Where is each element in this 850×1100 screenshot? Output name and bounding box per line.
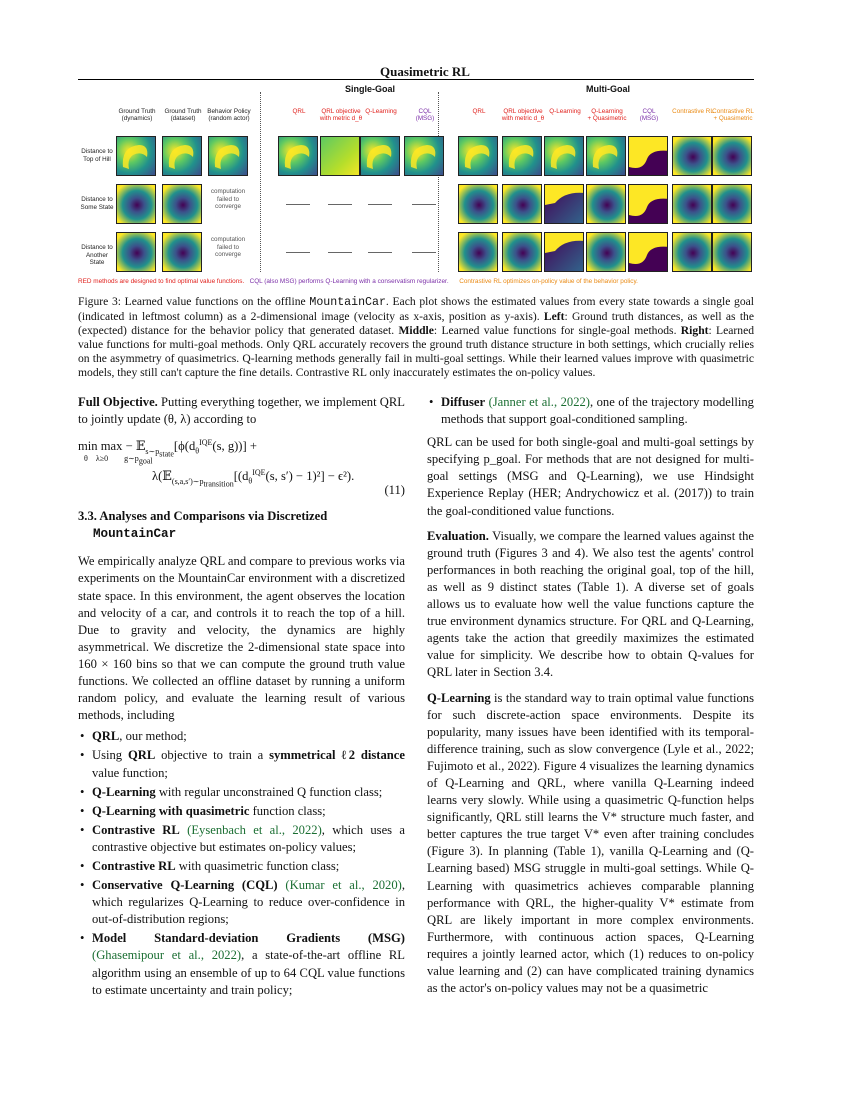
section-heading	[78, 508, 405, 543]
intro-paragraph: We empirically analyze QRL and compare to previous works via experiments on the MountainCar environment with a discretized state space. In this environment, the agent observes the location and velocity of a car, and controls it to reach the top of a hill. Due to gravity and velocity, the dynamics are highly asymmetrical. We discretize the 2-dimensional state space into 160 × 160 bins so that we can compute the ground truth value functions. We collected an offline dataset by running a uniform random policy, and evaluate the learning result of various methods, including	[78, 554, 405, 723]
value-heatmap	[116, 136, 156, 176]
column-header: Contrastive RL	[672, 108, 714, 115]
value-heatmap	[162, 136, 202, 176]
value-heatmap	[502, 136, 542, 176]
figure-3	[78, 84, 754, 292]
empty-dash	[368, 204, 392, 205]
evaluation-paragraph	[427, 528, 754, 682]
citation-link[interactable]: (Eysenbach et al., 2022)	[187, 822, 322, 837]
empty-dash	[328, 204, 352, 205]
q-learning-text: is the standard way to train optimal value functions for such discrete-action space environments. Despite its popularity, many issues have been identified with its temporal-difference training, such as slow convergence (Lyle et al., 2022; Fujimoto et al., 2022). Figure 4 visualizes the learning dynamics of Q-Learning and QRL, where vanilla Q-Learning indeed learns very slowly. While using a quasimetric Q-function helps significantly, QRL still learns the V* structure much faster, and better captures the true target V* even after training concludes (Figure 3). In planning (Table 1), vanilla Q-Learning and (Q-Learning based) MSG struggle in multi-goal settings. While Q-Learning with quasimetrics achieves comparable planning performance with QRL, the higher-quality V* estimate from QRL are likely important in more complex environments. Furthermore, with continuous action spaces, Q-Learning requires a jointly learned actor, which (1) reduces to on-policy value learning and (2) can have complicated training dynamics as the actor's on-policy values may not be a quasimetric	[427, 690, 754, 996]
right-column	[427, 394, 754, 997]
header-rule	[78, 79, 754, 80]
figure-legend	[78, 278, 754, 285]
running-title: Quasimetric RL	[380, 64, 470, 79]
diffuser-label: Diffuser	[441, 395, 486, 409]
caption-right-label: Right	[680, 324, 709, 338]
row-label: Distance to Another State	[81, 244, 113, 267]
fail-note: computation failed to converge	[210, 236, 246, 259]
q-learning-paragraph	[427, 690, 754, 998]
column-header: Q-Learning	[549, 108, 581, 115]
column-header: CQL (MSG)	[415, 108, 435, 123]
row-label: Distance to Top of Hill	[81, 148, 113, 163]
caption-text: : Learned value functions for single-goal methods.	[433, 324, 681, 338]
value-heatmap	[672, 136, 712, 176]
methods-list	[78, 728, 405, 998]
value-heatmap	[116, 184, 156, 224]
value-heatmap	[458, 184, 498, 224]
caption-env: MountainCar	[309, 296, 386, 309]
value-heatmap	[320, 136, 360, 176]
caption-text: : Ground truth distances, as well as the (expected) distance for the behavior policy that generated dataset.	[78, 310, 754, 338]
list-item: • Conservative Q-Learning (CQL) (Kumar et al., 2020), which regularizes Q-Learning to reduce over-confidence in out-of-distribution regions;	[78, 877, 405, 928]
value-heatmap	[712, 184, 752, 224]
separator-left	[260, 92, 261, 272]
citation-link[interactable]: (Kumar et al., 2020)	[285, 878, 402, 893]
value-heatmap	[628, 184, 668, 224]
caption-middle-label: Middle	[398, 324, 434, 338]
value-heatmap	[544, 184, 584, 224]
column-header: Ground Truth (dataset)	[164, 108, 202, 123]
empty-dash	[412, 252, 436, 253]
evaluation-label: Evaluation.	[427, 528, 489, 543]
list-item: • Using QRL objective to train a symmetrical ℓ2 distance value function;	[78, 747, 405, 781]
value-heatmap	[162, 232, 202, 272]
value-heatmap	[544, 232, 584, 272]
caption-text: : Learned value functions for multi-goal methods. Only QRL accurately recovers the ground truth distance structure in both settings, which crucially relies on the asymmetry of quasimetrics. Q-learning methods generally fail in multi-goal settings. While their learned values improve with quasimetric models, they still can't capture the fine details. Contrastive RL only inaccurately estimates the on-policy values.	[78, 324, 755, 380]
equation-number: (11)	[384, 483, 405, 498]
section-env: MountainCar	[93, 527, 177, 542]
full-objective-label: Full Objective.	[78, 395, 158, 409]
left-column	[78, 394, 405, 1001]
column-header: Q-Learning	[365, 108, 397, 115]
list-item: • Q-Learning with regular unconstrained Q function class;	[78, 784, 405, 801]
value-heatmap	[162, 184, 202, 224]
value-heatmap	[712, 232, 752, 272]
legend-red: RED methods are designed to find optimal value functions.	[78, 278, 245, 285]
group-title-multi: Multi-Goal	[586, 84, 630, 94]
q-learning-label: Q-Learning	[427, 690, 491, 705]
full-objective-text: Putting everything together, we implement QRL to jointly update (θ, λ) according to	[78, 395, 405, 427]
column-header: QRL objective with metric d_θ	[501, 108, 545, 123]
column-header: Ground Truth (dynamics)	[118, 108, 156, 123]
column-header: QRL objective with metric d_θ	[319, 108, 363, 123]
value-heatmap	[628, 232, 668, 272]
value-heatmap	[208, 136, 248, 176]
value-heatmap	[712, 136, 752, 176]
fail-note: computation failed to converge	[210, 188, 246, 211]
list-item: • Q-Learning with quasimetric function class;	[78, 803, 405, 820]
empty-dash	[368, 252, 392, 253]
value-heatmap	[278, 136, 318, 176]
column-header: Behavior Policy (random actor)	[207, 108, 251, 123]
diffuser-list	[427, 394, 754, 428]
empty-dash	[412, 204, 436, 205]
value-heatmap	[586, 184, 626, 224]
caption-text: . Each plot shows the estimated values from every state towards a single goal (indicated in leftmost column) as a 2-dimensional image (velocity as x-axis, position as y-axis).	[78, 295, 754, 324]
value-heatmap	[586, 232, 626, 272]
value-heatmap	[458, 232, 498, 272]
legend-orange: Contrastive RL optimizes on-policy value of the behavior policy.	[459, 278, 638, 285]
column-header: QRL	[472, 108, 486, 115]
column-header: CQL (MSG)	[639, 108, 659, 123]
section-title: Analyses and Comparisons via Discretized	[99, 509, 328, 524]
value-heatmap	[404, 136, 444, 176]
value-heatmap	[502, 184, 542, 224]
value-heatmap	[360, 136, 400, 176]
equation-11: $\min \max - 𝔼_{s\sim p_{state}}[\phi(d_\theta^{IQE}(s$, g))] + θ λ≥0 $g\sim p_{goal}$ $\lambda(𝔼_{(s,a,s')\sim p_{transition}}[(d_\theta^{IQE}(s$, s′) − 1)²] − ϵ²). (11)	[78, 434, 405, 500]
diffuser-text: , one of the trajectory modelling methods that support goal-conditioned sampling.	[441, 395, 754, 427]
caption-text: Learned value functions on the offline	[120, 295, 310, 308]
value-heatmap	[586, 136, 626, 176]
column-header: QRL	[292, 108, 306, 115]
list-item: • Model Standard-deviation Gradients (MSG) (Ghasemipour et al., 2022), a state-of-the-art offline RL algorithm using an ensemble of up to 64 CQL value functions to estimate uncertainty and train policy;	[78, 930, 405, 998]
value-heatmap	[628, 136, 668, 176]
figure-caption	[78, 295, 754, 381]
citation-link[interactable]: (Ghasemipour et al., 2022)	[92, 948, 242, 963]
column-header: Q-Learning + Quasimetric	[587, 108, 627, 123]
value-heatmap	[544, 136, 584, 176]
list-item: • Contrastive RL with quasimetric function class;	[78, 858, 405, 875]
qrl-setting-paragraph: QRL can be used for both single-goal and multi-goal settings by specifying p_goal. For methods that are not designed for multi-goal settings (MSG and Q-Learning), we use Hindsight Experience Replay (HER; Andrychowicz et al. (2017)) to train the goal-conditioned value functions.	[427, 435, 754, 518]
empty-dash	[328, 252, 352, 253]
row-label: Distance to Some State	[80, 196, 114, 211]
empty-dash	[286, 252, 310, 253]
value-heatmap	[672, 232, 712, 272]
empty-dash	[286, 204, 310, 205]
value-heatmap	[458, 136, 498, 176]
caption-left-label: Left	[543, 310, 565, 324]
value-heatmap	[672, 184, 712, 224]
legend-purple: CQL (also MSG) performs Q-Learning with a conservatism regularizer.	[249, 278, 449, 285]
section-number: 3.3.	[78, 509, 97, 524]
list-item	[427, 394, 754, 428]
caption-label: Figure 3:	[78, 295, 121, 308]
value-heatmap	[116, 232, 156, 272]
list-item: • Contrastive RL (Eysenbach et al., 2022), which uses a contrastive objective but estimates on-policy values;	[78, 822, 405, 856]
full-objective-paragraph	[78, 394, 405, 428]
citation-link[interactable]: (Janner et al., 2022)	[488, 395, 590, 409]
evaluation-text: Visually, we compare the learned values against the ground truth (Figures 3 and 4). We also test the agents' control performances in both reaching the original goal, top of the hill, as well as 9 distinct states (Table 1). A diverse set of goals allows us to evaluate how well the value functions capture the true environment dynamics structure. For QRL and Q-Learning, agents take the action that greedily maximizes the estimated value for simplicity. We describe how to obtain Q-values for QRL later in Section 3.4.	[427, 528, 754, 680]
group-title-single: Single-Goal	[344, 84, 395, 94]
list-item: • QRL, our method;	[78, 728, 405, 745]
value-heatmap	[502, 232, 542, 272]
column-header: Contrastive RL + Quasimetric	[712, 108, 754, 123]
